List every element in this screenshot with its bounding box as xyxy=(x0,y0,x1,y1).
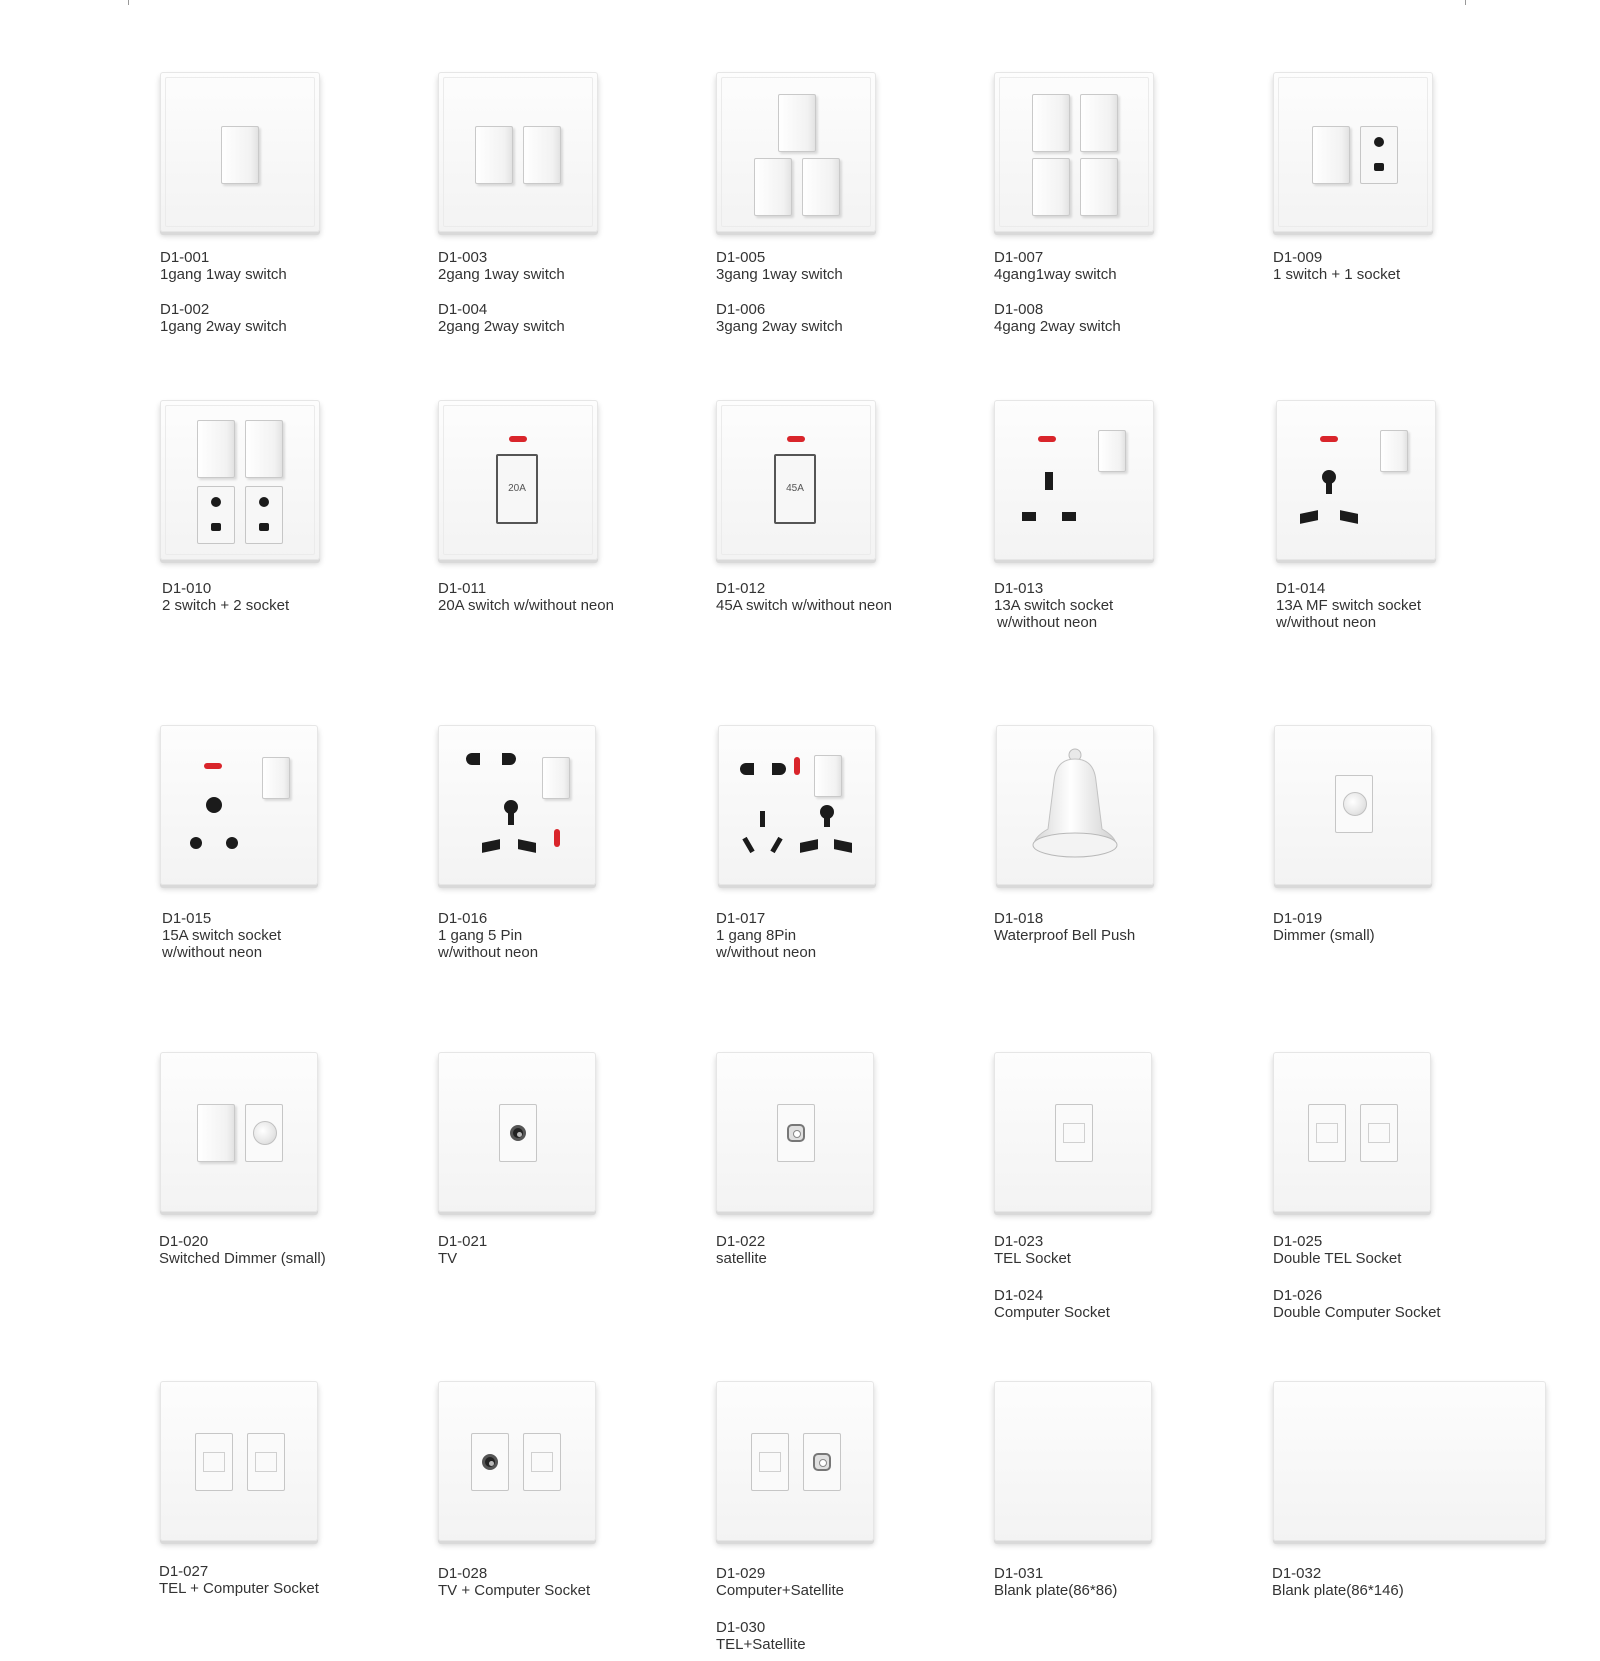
tv-module xyxy=(499,1104,537,1162)
rocker-switch-icon xyxy=(1380,430,1408,472)
product-code: D1-002 xyxy=(160,301,210,318)
rocker-switch-icon xyxy=(542,757,570,799)
tv-coax-icon xyxy=(510,1125,526,1141)
product-code: D1-032 xyxy=(1272,1565,1322,1582)
rating-button: 20A xyxy=(496,454,538,524)
plate xyxy=(160,1052,318,1212)
product-label xyxy=(1273,249,1400,283)
plate xyxy=(716,72,876,232)
product-name: Blank plate(86*146) xyxy=(1272,1582,1404,1599)
dimmer-knob-icon xyxy=(1343,792,1367,816)
satellite-connector-icon xyxy=(787,1124,805,1142)
product-code: D1-017 xyxy=(716,910,766,927)
product-label xyxy=(159,1233,326,1267)
rj-port-icon xyxy=(255,1452,277,1472)
product-label xyxy=(716,301,843,335)
product-name: 2gang 2way switch xyxy=(438,318,565,335)
satellite-connector-icon xyxy=(813,1453,831,1471)
product-label xyxy=(1276,580,1421,631)
product-code: D1-004 xyxy=(438,301,488,318)
product-name: Dimmer (small) xyxy=(1273,927,1375,944)
product-name: 15A switch socket xyxy=(162,927,282,944)
rj-port-icon xyxy=(1063,1123,1085,1143)
product-name: Double TEL Socket xyxy=(1273,1250,1402,1267)
socket-icon xyxy=(1360,126,1398,184)
computer-module xyxy=(751,1433,789,1491)
neon-indicator-icon xyxy=(554,829,560,847)
product-code: D1-013 xyxy=(994,580,1044,597)
neon-indicator-icon xyxy=(787,436,805,442)
rocker-switch-icon xyxy=(1032,94,1070,152)
tel-module xyxy=(1308,1104,1346,1162)
product-code: D1-023 xyxy=(994,1233,1044,1250)
socket-pin-icon xyxy=(742,837,754,853)
product-name-line2: w/without neon xyxy=(716,944,817,961)
product-name: 13A switch socket xyxy=(994,597,1114,614)
product-label xyxy=(716,1233,767,1267)
product-label xyxy=(162,580,289,614)
socket-pin-icon xyxy=(834,839,852,853)
product-name: TEL + Computer Socket xyxy=(159,1580,319,1597)
rocker-switch-icon xyxy=(778,94,816,152)
socket-pin-icon xyxy=(502,753,516,765)
product-label xyxy=(716,1619,806,1653)
socket-pin-icon xyxy=(1062,512,1076,521)
socket-pin-icon xyxy=(259,497,269,507)
product-code: D1-005 xyxy=(716,249,766,266)
socket-pin-icon xyxy=(800,839,818,853)
product-label xyxy=(1273,910,1375,944)
plate xyxy=(994,72,1154,232)
plate xyxy=(160,72,320,232)
plate xyxy=(438,1052,596,1212)
product-name: 2gang 1way switch xyxy=(438,266,565,283)
rocker-switch-icon xyxy=(754,158,792,216)
rocker-switch-icon xyxy=(197,420,235,478)
rj-port-icon xyxy=(531,1452,553,1472)
socket-pin-icon xyxy=(740,763,754,775)
plate xyxy=(994,1052,1152,1212)
socket-pin-icon xyxy=(1374,163,1384,171)
product-code: D1-009 xyxy=(1273,249,1323,266)
socket-pin-icon xyxy=(190,837,202,849)
satellite-module xyxy=(803,1433,841,1491)
product-code: D1-014 xyxy=(1276,580,1326,597)
product-name: 3gang 2way switch xyxy=(716,318,843,335)
product-name: 1 gang 8Pin xyxy=(716,927,797,944)
page-edge-mark xyxy=(128,0,129,5)
product-name: Computer+Satellite xyxy=(716,1582,844,1599)
rocker-switch-icon xyxy=(1312,126,1350,184)
product-name-line2: w/without neon xyxy=(438,944,539,961)
product-label xyxy=(159,1563,319,1597)
computer-module xyxy=(247,1433,285,1491)
socket-pin-icon xyxy=(508,811,514,825)
product-code: D1-007 xyxy=(994,249,1044,266)
rocker-switch-icon xyxy=(1032,158,1070,216)
product-code: D1-022 xyxy=(716,1233,766,1250)
rj-port-icon xyxy=(203,1452,225,1472)
rj-port-icon xyxy=(759,1452,781,1472)
product-label xyxy=(994,1287,1110,1321)
rocker-switch-icon xyxy=(1080,94,1118,152)
rocker-switch-icon xyxy=(814,755,842,797)
plate xyxy=(1273,72,1433,232)
product-code: D1-016 xyxy=(438,910,488,927)
product-name: 4gang1way switch xyxy=(994,266,1117,283)
product-code: D1-027 xyxy=(159,1563,209,1580)
product-code: D1-019 xyxy=(1273,910,1323,927)
rocker-switch-icon xyxy=(475,126,513,184)
product-label xyxy=(994,301,1121,335)
product-name-line2: w/without neon xyxy=(1276,614,1377,631)
plate xyxy=(996,725,1154,885)
rocker-switch-icon xyxy=(262,757,290,799)
computer-module xyxy=(523,1433,561,1491)
rocker-switch-icon xyxy=(245,420,283,478)
product-name: 1 switch + 1 socket xyxy=(1273,266,1401,283)
dimmer-module xyxy=(1335,775,1373,833)
rocker-switch-icon xyxy=(1098,430,1126,472)
socket-pin-icon xyxy=(226,837,238,849)
product-label xyxy=(438,301,565,335)
page-edge-mark xyxy=(1465,0,1466,5)
product-name: 1gang 1way switch xyxy=(160,266,287,283)
socket-pin-icon xyxy=(1022,512,1036,521)
product-label xyxy=(438,1565,590,1599)
tel-module xyxy=(1055,1104,1093,1162)
rj-port-icon xyxy=(1316,1123,1338,1143)
dimmer-knob-icon xyxy=(253,1121,277,1145)
product-code: D1-021 xyxy=(438,1233,488,1250)
product-name: Double Computer Socket xyxy=(1273,1304,1441,1321)
dimmer-module xyxy=(245,1104,283,1162)
tv-coax-icon xyxy=(482,1454,498,1470)
product-name: Blank plate(86*86) xyxy=(994,1582,1118,1599)
product-label xyxy=(716,580,892,614)
product-label xyxy=(994,1233,1071,1267)
product-label xyxy=(160,249,287,283)
socket-pin-icon xyxy=(1300,510,1318,524)
product-code: D1-018 xyxy=(994,910,1044,927)
product-code: D1-012 xyxy=(716,580,766,597)
plate xyxy=(1273,1052,1431,1212)
product-label xyxy=(994,580,1113,631)
rocker-switch-icon xyxy=(523,126,561,184)
plate xyxy=(1274,725,1432,885)
product-label xyxy=(438,580,614,614)
product-name: 20A switch w/without neon xyxy=(438,597,614,614)
product-code: D1-006 xyxy=(716,301,766,318)
plate xyxy=(718,725,876,885)
product-label xyxy=(438,249,565,283)
socket-pin-icon xyxy=(482,839,500,853)
product-label xyxy=(160,301,287,335)
product-label xyxy=(438,1233,487,1267)
plate xyxy=(716,400,876,560)
rocker-switch-icon xyxy=(221,126,259,184)
neon-indicator-icon xyxy=(204,763,222,769)
socket-pin-icon xyxy=(760,811,765,827)
product-code: D1-024 xyxy=(994,1287,1044,1304)
socket-pin-icon xyxy=(211,497,221,507)
rocker-switch-icon xyxy=(1080,158,1118,216)
product-name: 1 gang 5 Pin xyxy=(438,927,523,944)
product-name: 45A switch w/without neon xyxy=(716,597,892,614)
socket-pin-icon xyxy=(770,837,782,853)
product-name: 13A MF switch socket xyxy=(1276,597,1422,614)
socket-icon xyxy=(245,486,283,544)
plate xyxy=(438,725,596,885)
product-name: Waterproof Bell Push xyxy=(994,927,1136,944)
socket-pin-icon xyxy=(211,523,221,531)
socket-pin-icon xyxy=(466,753,480,765)
product-code: D1-031 xyxy=(994,1565,1044,1582)
product-name: TV xyxy=(438,1250,458,1267)
socket-pin-icon xyxy=(1374,137,1384,147)
blank-plate xyxy=(1273,1381,1546,1541)
plate xyxy=(160,400,320,560)
tel-module xyxy=(1360,1104,1398,1162)
product-code: D1-001 xyxy=(160,249,210,266)
tv-module xyxy=(471,1433,509,1491)
product-name: TV + Computer Socket xyxy=(438,1582,591,1599)
plate xyxy=(438,1381,596,1541)
blank-plate xyxy=(994,1381,1152,1541)
product-code: D1-028 xyxy=(438,1565,488,1582)
product-name: TEL+Satellite xyxy=(716,1636,806,1653)
socket-pin-icon xyxy=(1340,510,1358,524)
product-label xyxy=(438,910,538,961)
product-name: 2 switch + 2 socket xyxy=(162,597,290,614)
rocker-switch-icon xyxy=(197,1104,235,1162)
product-code: D1-008 xyxy=(994,301,1044,318)
socket-icon xyxy=(197,486,235,544)
plate xyxy=(716,1381,874,1541)
plate xyxy=(438,72,598,232)
rating-button: 45A xyxy=(774,454,816,524)
neon-indicator-icon xyxy=(1320,436,1338,442)
product-label xyxy=(716,249,843,283)
product-code: D1-010 xyxy=(162,580,212,597)
product-label xyxy=(1272,1565,1404,1599)
socket-pin-icon xyxy=(772,763,786,775)
rj-port-icon xyxy=(1368,1123,1390,1143)
plate xyxy=(438,400,598,560)
plate xyxy=(160,1381,318,1541)
product-name: TEL Socket xyxy=(994,1250,1071,1267)
plate xyxy=(160,725,318,885)
product-name: 1gang 2way switch xyxy=(160,318,287,335)
product-label xyxy=(716,1565,844,1599)
socket-pin-icon xyxy=(206,797,222,813)
product-code: D1-011 xyxy=(438,580,487,597)
socket-pin-icon xyxy=(518,839,536,853)
product-code: D1-030 xyxy=(716,1619,766,1636)
neon-indicator-icon xyxy=(1038,436,1056,442)
product-name: Computer Socket xyxy=(994,1304,1110,1321)
product-code: D1-015 xyxy=(162,910,212,927)
product-name: satellite xyxy=(716,1250,767,1267)
socket-pin-icon xyxy=(259,523,269,531)
product-code: D1-025 xyxy=(1273,1233,1323,1250)
tel-module xyxy=(195,1433,233,1491)
product-label xyxy=(994,1565,1117,1599)
product-label xyxy=(162,910,281,961)
socket-pin-icon xyxy=(1045,472,1053,490)
product-label xyxy=(994,249,1117,283)
socket-pin-icon xyxy=(824,815,830,827)
product-code: D1-029 xyxy=(716,1565,766,1582)
neon-indicator-icon xyxy=(794,757,800,775)
rocker-switch-icon xyxy=(802,158,840,216)
product-name: Switched Dimmer (small) xyxy=(159,1250,326,1267)
plate xyxy=(994,400,1154,560)
product-label xyxy=(716,910,816,961)
plate xyxy=(1276,400,1436,560)
product-name: 3gang 1way switch xyxy=(716,266,843,283)
product-code: D1-003 xyxy=(438,249,488,266)
plate xyxy=(716,1052,874,1212)
socket-pin-icon xyxy=(1326,480,1332,494)
product-name: 4gang 2way switch xyxy=(994,318,1121,335)
product-code: D1-020 xyxy=(159,1233,209,1250)
product-label xyxy=(994,910,1135,944)
product-label xyxy=(1273,1287,1441,1321)
bell-icon xyxy=(1026,745,1124,865)
product-code: D1-026 xyxy=(1273,1287,1323,1304)
satellite-module xyxy=(777,1104,815,1162)
product-name-line2: w/without neon xyxy=(162,944,263,961)
product-label xyxy=(1273,1233,1401,1267)
neon-indicator-icon xyxy=(509,436,527,442)
product-name-line2: w/without neon xyxy=(997,614,1098,631)
